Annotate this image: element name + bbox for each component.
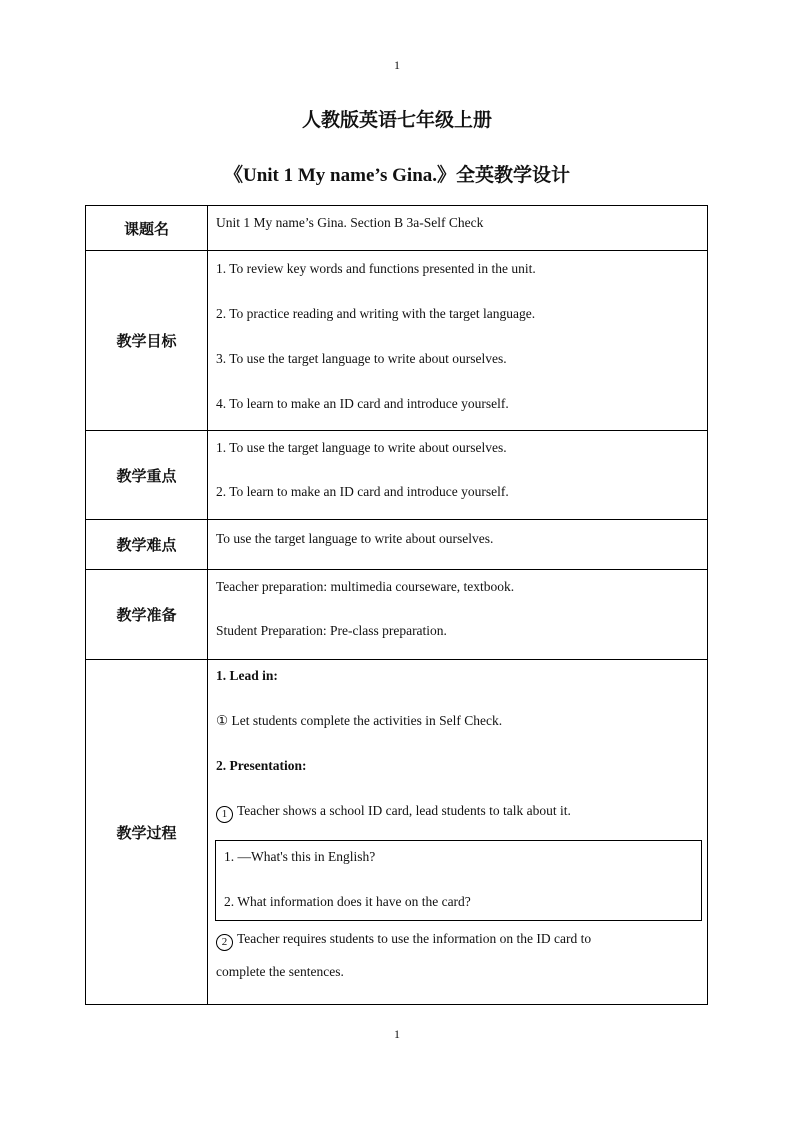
key-point-item: 1. To use the target language to write about ourselves. — [216, 440, 507, 455]
objectives-content — [208, 251, 708, 431]
objective-item: 1. To review key words and functions presented in the unit. — [216, 261, 536, 276]
topic-value — [208, 206, 708, 251]
table-row-topic — [86, 206, 708, 251]
label-process: 教学过程 — [86, 660, 208, 1005]
step-heading-lead-in: 1. Lead in: — [216, 668, 278, 683]
preparation-item: Student Preparation: Pre-class preparation. — [216, 623, 447, 638]
table-row-objectives — [86, 251, 708, 431]
presentation-item-text: Teacher requires students to use the information on the ID card to — [237, 931, 592, 946]
objective-item: 4. To learn to make an ID card and introduce yourself. — [216, 396, 509, 411]
circled-number-marker: 2 — [216, 934, 233, 951]
difficulties-content — [208, 520, 708, 570]
label-difficulties: 教学难点 — [86, 520, 208, 570]
page-number-bottom: 1 — [394, 1027, 400, 1041]
document-subtitle: 《Unit 1 My name’s Gina.》全英教学设计 — [223, 165, 571, 186]
table-row-preparation — [86, 570, 708, 660]
dialogue-line: 2. What information does it have on the card? — [224, 894, 471, 909]
label-topic: 课题名 — [86, 206, 208, 251]
circled-number-marker: 1 — [216, 806, 233, 823]
presentation-item-text-continued: complete the sentences. — [216, 964, 344, 979]
process-content — [208, 660, 708, 1005]
page-number-top: 1 — [394, 58, 400, 72]
key-point-item: 2. To learn to make an ID card and introduce yourself. — [216, 484, 509, 499]
topic-text: Unit 1 My name’s Gina. Section B 3a-Self Check — [216, 215, 484, 230]
document-title: 人教版英语七年级上册 — [301, 109, 492, 131]
preparation-item: Teacher preparation: multimedia courseware, textbook. — [216, 579, 515, 594]
lead-in-text: Let students complete the activities in Self Check. — [231, 713, 503, 728]
objective-item: 2. To practice reading and writing with the target language. — [216, 306, 536, 321]
key-points-content — [208, 431, 708, 520]
circled-number-marker: ① — [216, 713, 229, 728]
table-row-process — [86, 660, 708, 1005]
table-row-key-points — [86, 431, 708, 520]
dialogue-box — [215, 840, 702, 921]
label-objectives: 教学目标 — [86, 251, 208, 431]
difficulty-text: To use the target language to write about ourselves. — [216, 531, 494, 546]
label-key-points: 教学重点 — [86, 431, 208, 520]
dialogue-line: 1. —What's this in English? — [224, 849, 376, 864]
table-row-difficulties — [86, 520, 708, 570]
preparation-content — [208, 570, 708, 660]
lesson-plan-table — [85, 205, 708, 1005]
objective-item: 3. To use the target language to write about ourselves. — [216, 351, 507, 366]
label-preparation: 教学准备 — [86, 570, 208, 660]
step-heading-presentation: 2. Presentation: — [216, 758, 307, 773]
presentation-item-text: Teacher shows a school ID card, lead students to talk about it. — [237, 803, 571, 818]
